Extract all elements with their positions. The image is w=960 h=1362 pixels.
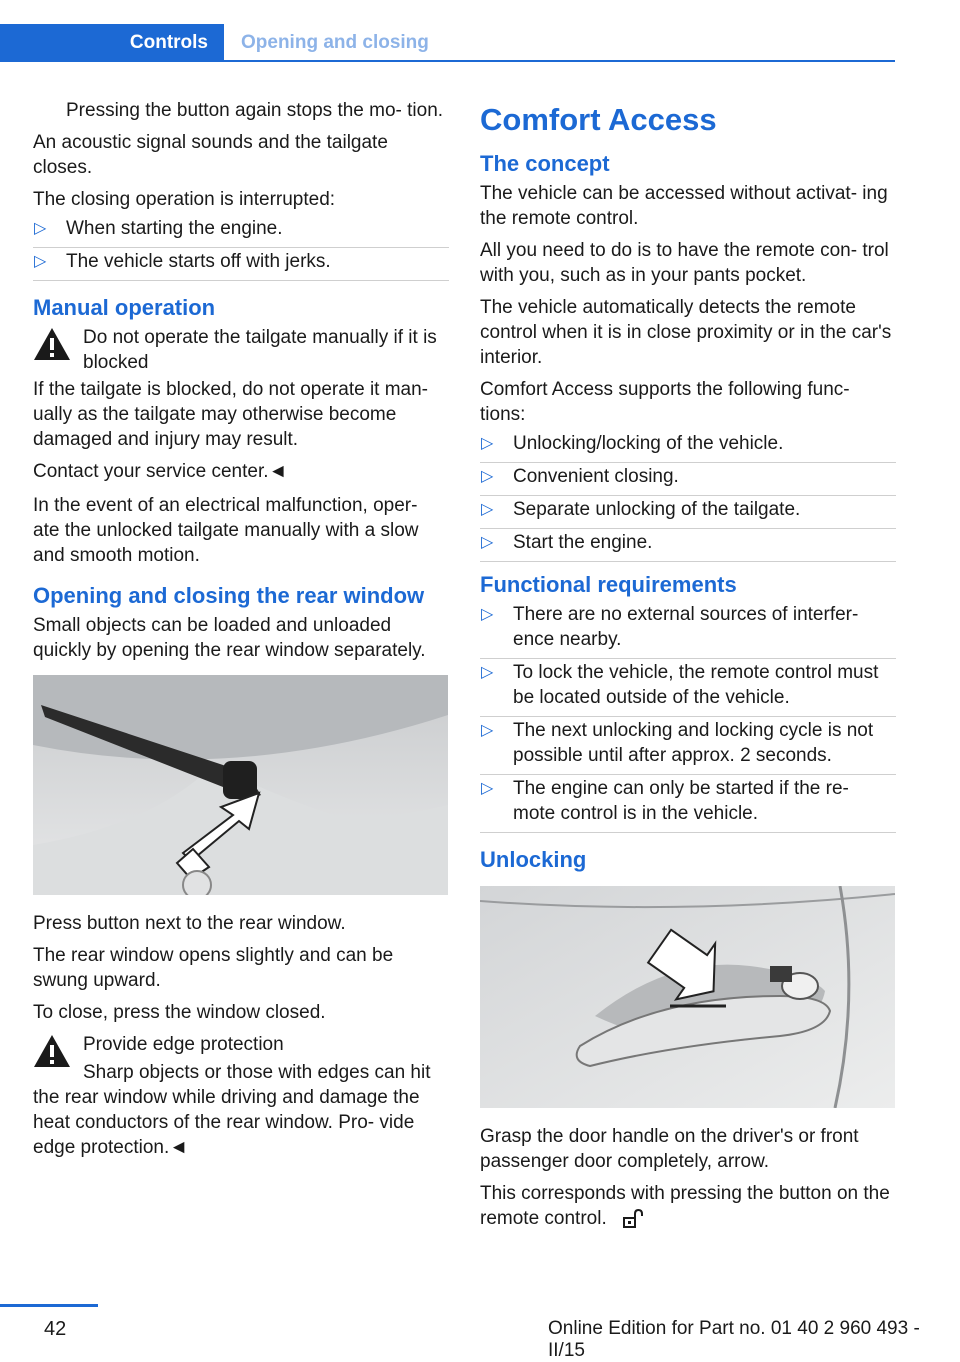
- heading-the-concept: The concept: [480, 151, 610, 176]
- triangle-right-icon: ▷: [481, 664, 494, 681]
- triangle-right-icon: ▷: [481, 722, 494, 739]
- paragraph-press-button: Press button next to the rear window.: [33, 913, 346, 934]
- heading-rear-window: Opening and closing the rear window: [33, 583, 425, 608]
- triangle-right-icon: ▷: [481, 501, 494, 518]
- paragraph-rear-window: Small objects can be loaded and unloaded quickly by opening the rear window separately.: [33, 615, 426, 661]
- paragraph-window-opens: The rear window opens slightly and can be swung upward.: [33, 945, 394, 991]
- requirements-list: [480, 602, 896, 832]
- list-item: ▷ Start the engine.: [480, 530, 896, 561]
- list-item: ▷ To lock the vehicle, the remote control must be located outside of the vehicle.: [480, 660, 896, 716]
- paragraph-concept-3: The vehicle automatically detects the remote control when it is in close proximity or in the car's interior.: [480, 297, 892, 368]
- list-item: ▷ The next unlocking and locking cycle is not possible until after approx. 2 seconds.: [480, 718, 896, 774]
- header-tabs: [0, 24, 895, 62]
- list-item: ▷ The vehicle starts off with jerks.: [33, 249, 449, 280]
- paragraph-interrupted: The closing operation is interrupted:: [33, 189, 336, 210]
- list-item: ▷ Unlocking/locking of the vehicle.: [480, 431, 896, 462]
- heading-manual-operation: Manual operation: [33, 295, 216, 320]
- heading-unlocking: Unlocking: [480, 847, 587, 872]
- triangle-right-icon: ▷: [481, 606, 494, 623]
- footer-rule: [0, 1304, 98, 1307]
- interrupt-list: [33, 216, 449, 280]
- list-item: ▷ There are no external sources of interfer- ence nearby.: [480, 602, 896, 658]
- triangle-right-icon: ▷: [481, 435, 494, 452]
- triangle-right-icon: ▷: [481, 534, 494, 551]
- paragraph-grasp: Grasp the door handle on the driver's or front passenger door completely, arrow.: [480, 1126, 859, 1172]
- paragraph-concept-4: Comfort Access supports the following func- tions:: [480, 379, 850, 425]
- list-item: ▷ Convenient closing.: [480, 464, 896, 495]
- paragraph-concept-2: All you need to do is to have the remote con- trol with you, such as in your pants pocket.: [480, 240, 889, 286]
- warning-triangle-icon: [33, 327, 71, 361]
- list-item: ▷ Separate unlocking of the tailgate.: [480, 497, 896, 528]
- paragraph-concept-1: The vehicle can be accessed without activat- ing the remote control.: [480, 183, 888, 229]
- paragraph-electrical-malfunction: In the event of an electrical malfunction, oper- ate the unlocked tailgate manually with a slow and smooth motion.: [33, 495, 419, 566]
- page-number: 42: [44, 1318, 67, 1340]
- triangle-right-icon: ▷: [34, 253, 47, 270]
- paragraph-acoustic-signal: An acoustic signal sounds and the tailgate closes.: [33, 132, 388, 178]
- heading-comfort-access: Comfort Access: [480, 102, 717, 137]
- rear-window-photo: [33, 675, 448, 895]
- list-item: ▷ The engine can only be started if the re- mote control is in the vehicle.: [480, 776, 896, 832]
- triangle-right-icon: ▷: [481, 468, 494, 485]
- rear-window-illustration: [33, 675, 448, 895]
- paragraph-corresponds: This corresponds with pressing the button on the remote control.: [480, 1183, 890, 1229]
- triangle-right-icon: ▷: [34, 220, 47, 237]
- door-handle-photo: [480, 886, 895, 1108]
- left-column: [33, 98, 449, 1167]
- unlock-icon: [622, 1208, 644, 1230]
- warning-manual: [33, 325, 449, 375]
- warning-edge: [33, 1032, 449, 1072]
- paragraph-stop-motion: Pressing the button again stops the mo- tion.: [66, 100, 444, 121]
- warning-manual-contact: Contact your service center.◄: [33, 461, 288, 482]
- list-item: ▷ When starting the engine.: [33, 216, 449, 247]
- paragraph-to-close: To close, press the window closed.: [33, 1002, 326, 1023]
- header-rule: [0, 60, 895, 62]
- tab-controls[interactable]: Controls: [0, 24, 224, 62]
- warning-manual-title: Do not operate the tailgate manually if it is blocked: [83, 327, 437, 373]
- heading-functional-requirements: Functional requirements: [480, 572, 737, 597]
- functions-list: [480, 431, 896, 561]
- door-handle-illustration: [480, 886, 895, 1108]
- triangle-right-icon: ▷: [481, 780, 494, 797]
- edition-text: Online Edition for Part no. 01 40 2 960 493 - II/15: [548, 1318, 920, 1361]
- tab-opening-and-closing[interactable]: Opening and closing: [241, 32, 429, 53]
- warning-edge-body: Sharp objects or those with edges can hit the rear window while driving and damage the heat conductors of the rear window. Pro- vide edge protection.◄: [33, 1062, 431, 1158]
- warning-edge-title: Provide edge protection: [83, 1034, 284, 1055]
- right-column: [480, 98, 896, 1238]
- warning-manual-body: If the tailgate is blocked, do not operate it man- ually as the tailgate may otherwise become damaged and injury may result.: [33, 379, 429, 450]
- warning-triangle-icon: [33, 1034, 71, 1068]
